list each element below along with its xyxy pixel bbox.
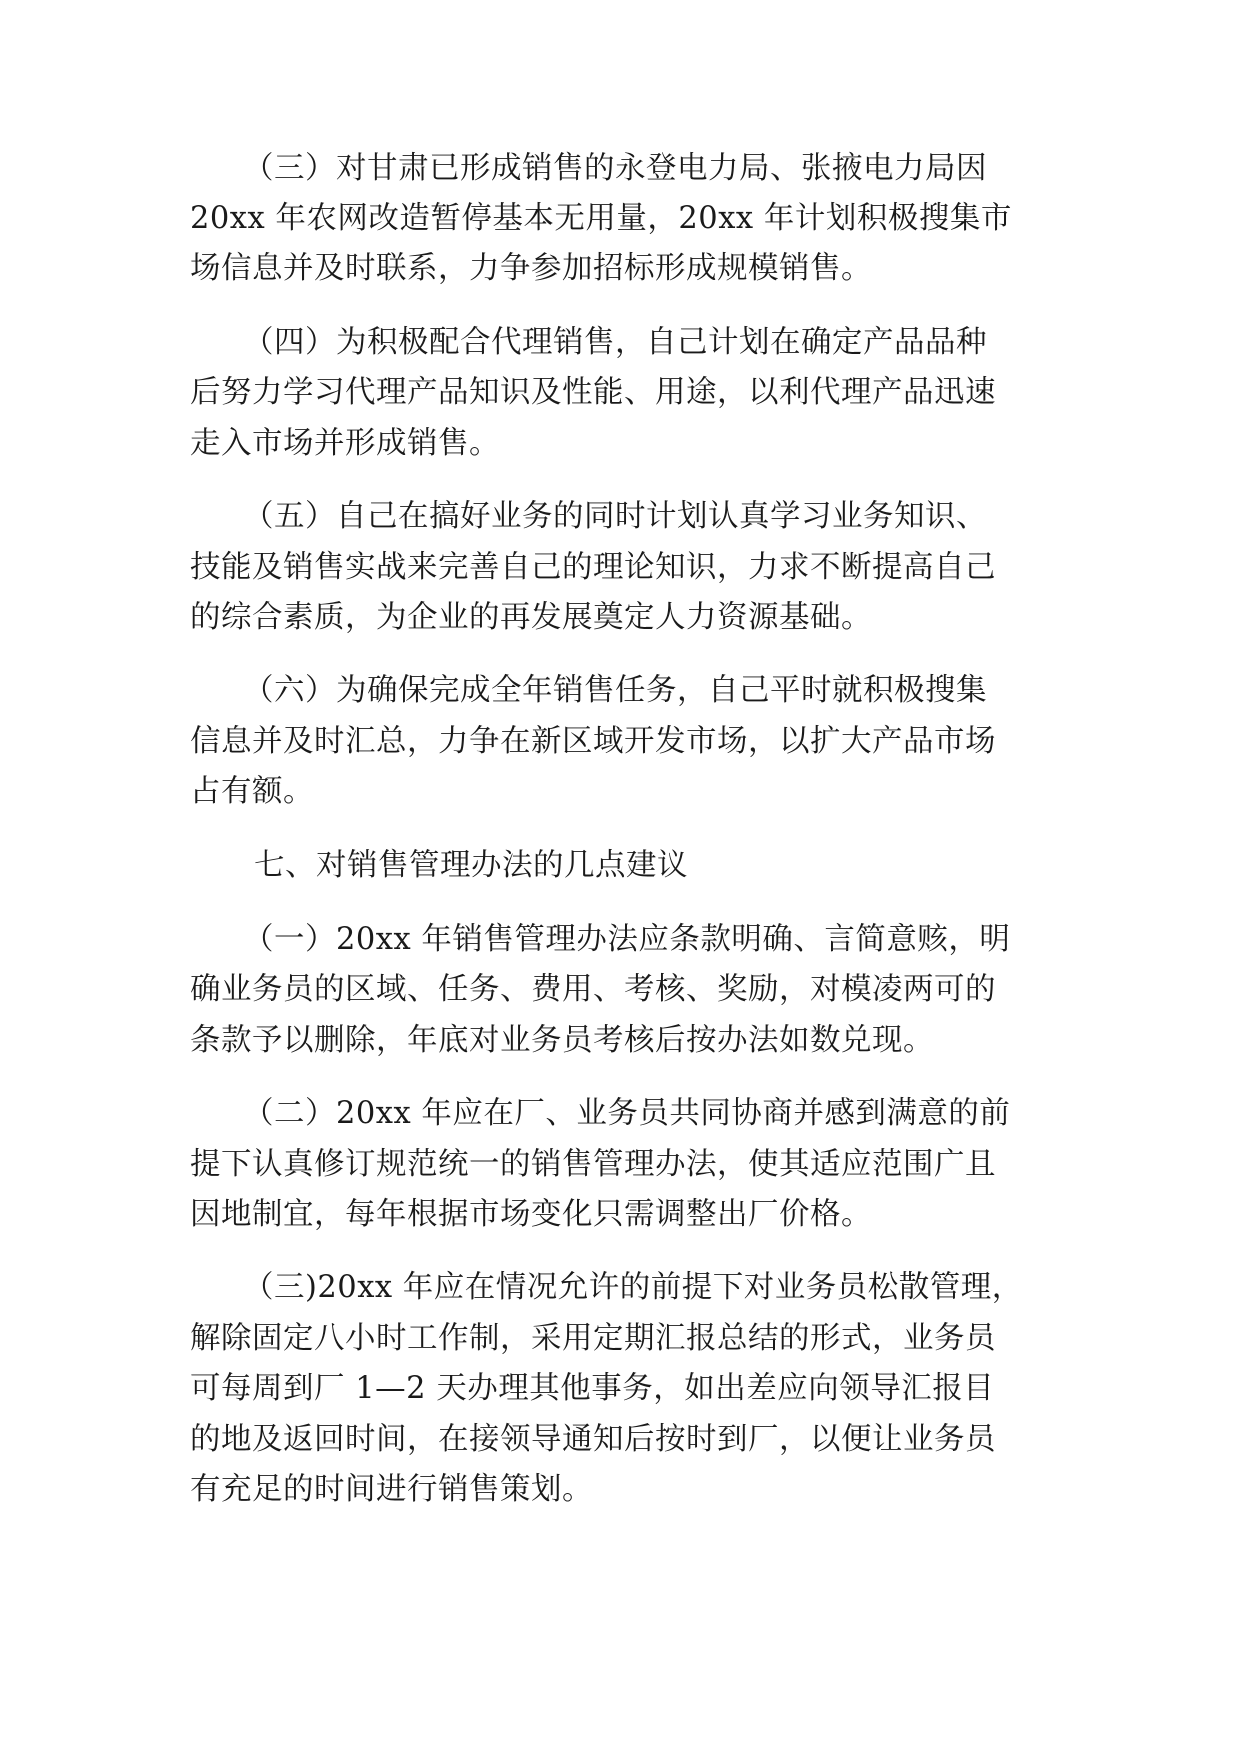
text-line: 确业务员的区域、任务、费用、考核、奖励，对模凌两可的 — [190, 972, 996, 1007]
text-line: 20xx 年农网改造暂停基本无用量，20xx 年计划积极搜集市 — [190, 201, 1012, 236]
text-line: 场信息并及时联系，力争参加招标形成规模销售。 — [190, 251, 872, 286]
text-line: 的地及返回时间，在接领导通知后按时到厂，以便让业务员 — [190, 1422, 996, 1457]
text-line: （六）为确保完成全年销售任务，自己平时就积极搜集 — [243, 673, 987, 708]
text-line: 走入市场并形成销售。 — [190, 426, 500, 461]
text-line: 提下认真修订规范统一的销售管理办法，使其适应范围广且 — [190, 1147, 996, 1182]
text-line: 信息并及时汇总，力争在新区域开发市场，以扩大产品市场 — [190, 724, 996, 759]
text-line: （二）20xx 年应在厂、业务员共同协商并感到满意的前 — [243, 1096, 1011, 1131]
text-line: 后努力学习代理产品知识及性能、用途，以利代理产品迅速 — [190, 375, 996, 410]
text-line: 有充足的时间进行销售策划。 — [190, 1472, 593, 1507]
text-line: （四）为积极配合代理销售，自己计划在确定产品品种 — [243, 325, 987, 360]
text-line: 技能及销售实战来完善自己的理论知识，力求不断提高自己 — [190, 550, 996, 585]
text-line: （一）20xx 年销售管理办法应条款明确、言简意赅，明 — [243, 922, 1011, 957]
text-line: 的综合素质，为企业的再发展奠定人力资源基础。 — [190, 600, 872, 635]
text-line: 可每周到厂 1—2 天办理其他事务，如出差应向领导汇报目 — [190, 1371, 995, 1406]
section-heading: 七、对销售管理办法的几点建议 — [254, 848, 688, 883]
text-line: （五）自己在搞好业务的同时计划认真学习业务知识、 — [243, 499, 987, 534]
text-line: 条款予以删除，年底对业务员考核后按办法如数兑现。 — [190, 1023, 934, 1058]
text-line: 占有额。 — [190, 774, 314, 809]
text-line: 因地制宜，每年根据市场变化只需调整出厂价格。 — [190, 1197, 872, 1232]
text-line: （三)20xx 年应在情况允许的前提下对业务员松散管理， — [243, 1270, 1023, 1305]
text-line: 解除固定八小时工作制，采用定期汇报总结的形式，业务员 — [190, 1321, 996, 1356]
text-line: （三）对甘肃已形成销售的永登电力局、张掖电力局因 — [243, 151, 987, 186]
